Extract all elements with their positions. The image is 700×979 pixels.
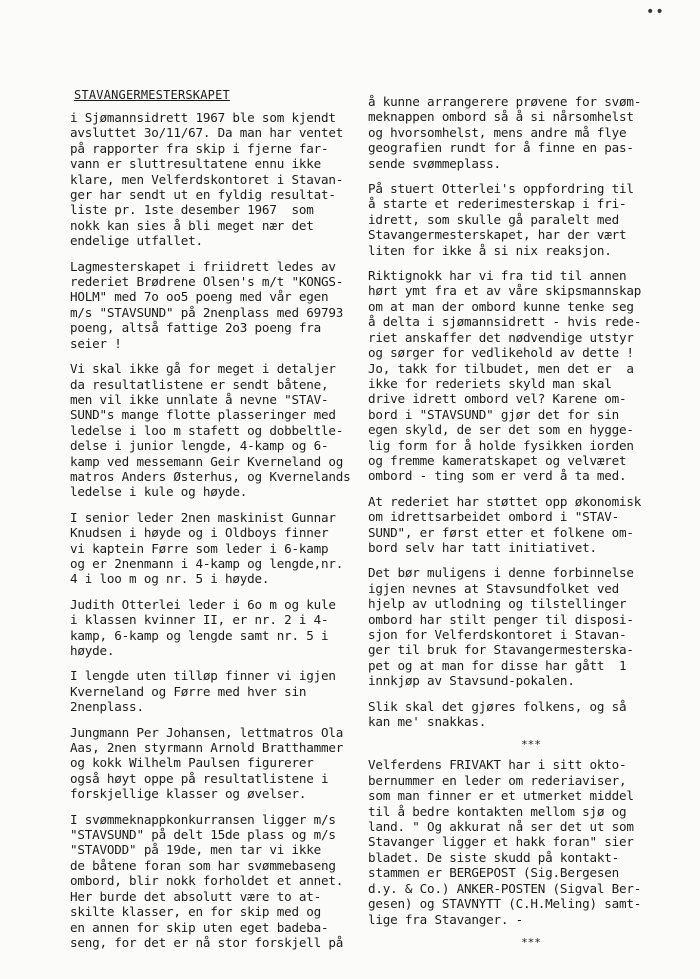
text-line: poeng, altså fattige 2o3 poeng fra [70, 320, 321, 336]
text-line: lig form for å holde fysikken iorden [368, 437, 634, 453]
text-line: endelige utfallet. [70, 233, 203, 249]
text-line: om at man der ombord kunne tenke seg [368, 298, 634, 314]
text-line: Jo, takk for tilbudet, men det er a [368, 360, 634, 376]
text-line: d.y. & Co.) ANKER-POSTEN (Sigval Ber- [368, 880, 642, 896]
text-line: vi kaptein Førre som leder i 6-kamp [70, 540, 329, 556]
text-line: ombord - ting som er verd å ta med. [368, 468, 627, 484]
text-line: stammen er BERGEPOST (Sig.Bergesen [368, 865, 619, 881]
text-line: m/s "STAVSUND" på 2nenplass med 69793 [70, 304, 344, 320]
left-column [70, 88, 362, 960]
text-line: Lagmesterskapet i friidrett ledes av [70, 258, 336, 274]
text-line: bladet. De siste skudd på kontakt- [368, 849, 619, 865]
text-line: om idrettsarbeidet ombord i "STAV- [368, 509, 619, 525]
text-line: Vi skal ikke gå for meget i detaljer [70, 361, 336, 377]
paragraph [70, 361, 362, 500]
paragraph [70, 259, 362, 351]
text-line: igjen nevnes at Stavsundfolket ved [368, 580, 619, 596]
article-title: STAVANGERMESTERSKAPET [74, 88, 230, 102]
paragraph [70, 725, 362, 802]
text-line: Riktignokk har vi fra tid til annen [368, 268, 627, 284]
text-line: Stavanger ligger et hakk foran" sier [368, 834, 634, 850]
text-line: Det bør muligens i denne forbinnelse [368, 565, 634, 581]
text-line: klare, men Velferdskontoret i Stavan- [70, 171, 344, 187]
text-line: drive idrett ombord vel? Karene om- [368, 391, 627, 407]
text-line: idrett, som skulle gå paralelt med [368, 211, 619, 227]
text-line: avsluttet 3o/11/67. Da man har ventet [70, 125, 344, 141]
paragraph [368, 699, 694, 730]
text-line: Her burde det absolutt være to at- [70, 888, 321, 904]
text-line: hjelp av utlodning og tilstellinger [368, 596, 627, 612]
text-line: seng, for det er nå stor forskjell på [70, 934, 344, 950]
text-line: bernummer en leder om rederiaviser, [368, 772, 627, 788]
text-line: 4 i loo m og nr. 5 i høyde. [70, 571, 270, 587]
text-line: men vil ikke unnlate å nevne "STAV- [70, 391, 329, 407]
text-line: og fremme kameratskapet og velværet [368, 452, 627, 468]
text-line: riet anskaffer det nødvendige utstyr [368, 329, 634, 345]
text-line: Stavangermesterskapet, har der vært [368, 227, 627, 243]
text-line: ombord, blir nokk forholdet et annet. [70, 873, 344, 889]
text-line: geografien rundt for å finne en pas- [368, 140, 634, 156]
text-line: Kverneland og Førre med hver sin [70, 683, 307, 699]
text-line: delse i junior lengde, 4-kamp og 6- [70, 438, 329, 454]
text-line: I lengde uten tilløp finner vi igjen [70, 668, 336, 684]
text-line: kamp ved messemann Geir Kverneland og [70, 453, 344, 469]
text-line: også høyt oppe på resultatlistene i [70, 770, 329, 786]
text-line: lige fra Stavanger. - [368, 911, 524, 927]
text-line: vann er sluttresultatene ennu ikke [70, 156, 321, 172]
left-paragraphs [70, 110, 362, 950]
text-line: "STAVSUND" på delt 15de plass og m/s [70, 827, 336, 843]
text-line: bord selv har tatt initiativet. [368, 539, 597, 555]
text-line: skilte klasser, en for skip med og [70, 904, 321, 920]
text-line: og hvorsomhelst, mens andre må flye [368, 124, 627, 140]
text-line: Slik skal det gjøres folkens, og så [368, 698, 627, 714]
text-line: på rapporter fra skip i fjerne far- [70, 140, 329, 156]
paragraph [368, 757, 694, 926]
text-line: nokk kan sies å bli meget nær det [70, 217, 314, 233]
text-line: Knudsen i høyde og i Oldboys finner [70, 525, 329, 541]
text-line: da resultatlistene er sendt båtene, [70, 376, 329, 392]
paragraph [368, 565, 694, 688]
text-line: HOLM" med 7o oo5 poeng med vår egen [70, 289, 329, 305]
text-line: Velferdens FRIVAKT har i sitt okto- [368, 757, 627, 773]
text-line: matros Anders Østerhus, og Kvernelands [70, 468, 351, 484]
text-line: ledelse i kule og høyde. [70, 484, 248, 500]
text-line: At rederiet har støttet opp økonomisk [368, 493, 642, 509]
text-line: og sørger for vedlikehold av dette ! [368, 345, 634, 361]
text-line: sende svømmeplass. [368, 155, 501, 171]
text-line: ombord har stilt penger til disposi- [368, 611, 634, 627]
text-line: å starte et rederimesterskap i fri- [368, 196, 627, 212]
text-line: liten for ikke å si nix reaksjon. [368, 242, 612, 258]
text-line: og er 2nenmann i 4-kamp og lengde,nr. [70, 555, 344, 571]
text-line: pet og at man for disse har gått 1 [368, 657, 627, 673]
text-line: ger har sendt ut en fyldig resultat- [70, 187, 336, 203]
text-line: SUND"s mange flotte plasseringer med [70, 407, 336, 423]
text-line: å kunne arrangerere prøvene for svøm- [368, 94, 642, 109]
text-line: ikke for rederiets skyld man skal [368, 375, 612, 391]
paragraph [70, 510, 362, 587]
text-line: "STAVODD" på 19de, men tar vi ikke [70, 842, 321, 858]
corner-mark: •• [646, 4, 665, 20]
text-line: å delta i sjømannsidrett - hvis rede- [368, 314, 642, 330]
text-line: gesen) og STAVNYTT (C.H.Meling) samt- [368, 896, 642, 912]
text-line: sjon for Velferdskontoret i Stavan- [368, 627, 627, 642]
right-paragraphs-2 [368, 757, 694, 926]
text-line: i klassen kvinner II, er nr. 2 i 4- [70, 612, 329, 628]
text-line: Judith Otterlei leder i 6o m og kule [70, 596, 336, 612]
text-line: Jungmann Per Johansen, lettmatros Ola [70, 724, 344, 740]
text-line: meknappen ombord så å si nårsomhelst [368, 109, 634, 125]
text-line: Aas, 2nen styrmann Arnold Bratthammer [70, 740, 344, 756]
text-line: og kokk Wilhelm Paulsen figurerer [70, 755, 314, 771]
right-paragraphs [368, 94, 694, 729]
text-line: SUND", er først etter et folkene om- [368, 524, 634, 540]
text-line: seier ! [70, 335, 122, 351]
text-line: I senior leder 2nen maskinist Gunnar [70, 509, 336, 525]
paragraph [368, 181, 694, 258]
paragraph [70, 812, 362, 951]
text-line: innkjøp av Stavsund-pokalen. [368, 673, 575, 689]
paragraph [70, 668, 362, 714]
text-line: til å bedre kontakten mellom sjø og [368, 803, 627, 819]
text-line: På stuert Otterlei's oppfordring til [368, 181, 634, 197]
separator-stars: *** [521, 935, 541, 949]
text-line: kan me' snakkas. [368, 714, 487, 730]
paragraph [70, 110, 362, 249]
paragraph [368, 494, 694, 556]
text-line: høyde. [70, 643, 115, 658]
text-line: de båtene foran som har svømmebaseng [70, 857, 336, 873]
paragraph [368, 94, 694, 171]
separator-stars: *** [521, 738, 541, 752]
paragraph [70, 597, 362, 659]
right-column [368, 94, 694, 955]
text-line: ger til bruk for Stavangermesterska- [368, 642, 634, 658]
text-line: I svømmeknappkonkurransen ligger m/s [70, 811, 336, 827]
text-line: 2nenplass. [70, 699, 144, 715]
text-line: ledelse i loo m stafett og dobbeltle- [70, 422, 344, 438]
text-line: egen skyld, de ser det som en hygge- [368, 422, 634, 438]
text-line: liste pr. 1ste desember 1967 som [70, 202, 314, 218]
text-line: bord i "STAVSUND" gjør det for sin [368, 406, 619, 422]
text-line: en annen for skip uten eget badeba- [70, 919, 329, 935]
text-line: kamp, 6-kamp og lengde samt nr. 5 i [70, 627, 329, 643]
text-line: hørt ymt fra et av våre skipsmannskap [368, 283, 642, 299]
text-line: som man finner er et utmerket middel [368, 788, 634, 804]
text-line: i Sjømannsidrett 1967 ble som kjendt [70, 110, 336, 125]
text-line: rederiet Brødrene Olsen's m/t "KONGS- [70, 274, 344, 290]
text-line: land. " Og akkurat nå ser det ut som [368, 819, 634, 835]
paragraph [368, 268, 694, 484]
text-line: forskjellige klasser og øvelser. [70, 786, 307, 802]
